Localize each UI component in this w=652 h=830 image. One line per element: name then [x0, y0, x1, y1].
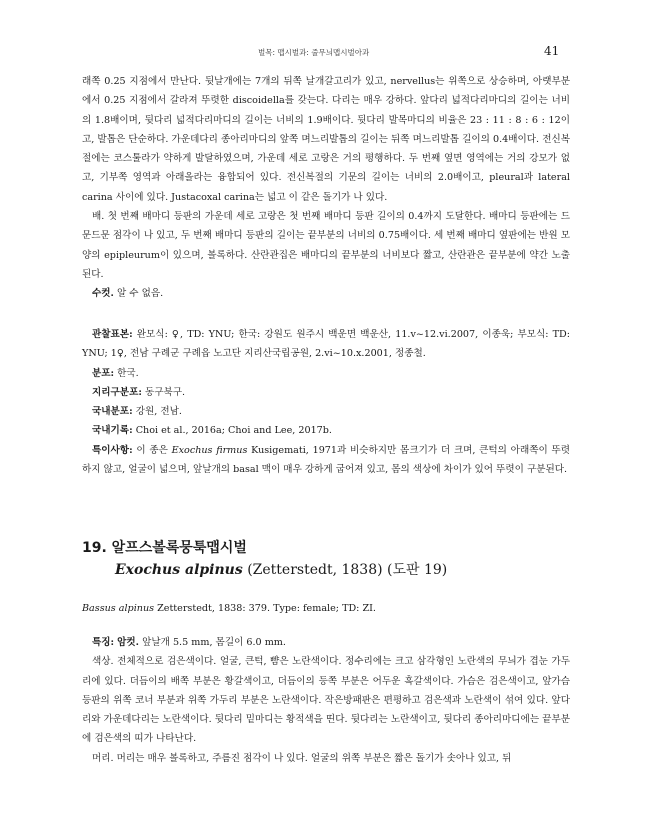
synonym-name: Bassus alpinus — [82, 603, 155, 614]
paragraph-thorax: 래쪽 0.25 지점에서 만난다. 뒷날개에는 7개의 뒤쪽 날개갈고리가 있고, nervellus는 위쪽으로 상승하며, 아랫부분에서 0.25 지점에서 갈라져 뚜렷한 discoidella를 갖는다. 다리는 매우 강하다. 앞다리 넓적다리마디의 길이는 너비의 1.8배이며, 뒷다리 넓적다리마디의 길이는 너비의 1.9배이다. 뒷다리 발목마디의 비율은 23 : 11 : 8 : 6 : 12이고, 발톱은 단순하다. 가운데다리 종아리마디의 앞쪽 며느리발톱의 길이는 뒤쪽 며느리발톱 길이의 0.4배이다. 전신복절에는 코스툴라가 약하게 발달하였으며, 가운데 세로 고랑은 거의 평행하다. 두 번째 옆면 영역에는 거의 강모가 없고, 기부쪽 영역과 아래올라는 융합되어 있다. 전신복절의 기문의 길이는 너비의 2.0배이고, pleural과 lateral carina 사이에 있다. Justacoxal carina는 넓고 이 같은 돌기가 나 있다. — [82, 76, 570, 203]
remarks-post: Kusigemati, 1971과 비슷하지만 몸크기가 더 크며, 큰턱의 아래쪽이 뚜렷하지 않고, 얼굴이 넓으며, 앞날개의 basal 맥이 매우 강하게 굽어져 있고, 몸의 색상에 차이가 있어 뚜렷이 구분된다. — [82, 444, 571, 476]
domestic-distribution-line — [82, 402, 570, 421]
record-text: Choi et al., 2016a; Choi and Lee, 2017b. — [135, 425, 332, 437]
species-korean-name: 19. 알프스볼록뭉툭맵시벌 — [82, 540, 247, 556]
remarks-pre: 이 종은 — [136, 444, 168, 456]
distribution-line — [82, 364, 570, 383]
synonym-line — [82, 599, 570, 618]
species-scientific-name: Exochus alpinus — [115, 562, 243, 578]
domestic-text: 강원, 전남. — [135, 406, 182, 418]
page-number: 41 — [544, 44, 560, 58]
species-description — [82, 633, 570, 768]
paragraph-abdomen: 배. 첫 번째 배마디 등판의 가운데 세로 고랑은 첫 번째 배마디 등판 길이의 0.4까지 도달한다. 배마디 등판에는 드문드문 점각이 나 있고, 두 번째 배마디 등판의 길이는 끝부분의 너비의 0.75배이다. 세 번째 배마디 옆판에는 반원 모양의 epipleurum이 있으며, 볼록하다. 산란관집은 배마디의 끝부분의 너비보다 짧고, 산란관은 끝부분에 약간 노출된다. — [82, 211, 570, 280]
features-label: 특징: — [92, 637, 115, 648]
distribution-text: 한국. — [117, 367, 139, 379]
head-paragraph: 머리. 머리는 매우 볼록하고, 주름진 점각이 나 있다. 얼굴의 위쪽 부분은 짧은 돌기가 솟아나 있고, 뒤 — [92, 752, 512, 764]
male-label: 수컷. — [92, 288, 114, 300]
features-line — [82, 633, 570, 652]
specimens-label: 관찰표본: — [92, 329, 133, 340]
remarks-paragraph — [82, 441, 570, 480]
zoogeography-label: 지리구분포: — [92, 386, 142, 398]
domestic-label: 국내분포: — [92, 406, 133, 418]
remarks-species-name: Exochus firmus — [171, 444, 248, 456]
zoogeography-line — [82, 383, 570, 402]
male-text: 알 수 없음. — [116, 288, 164, 300]
running-title: 벌목: 맵시벌과: 줄무늬맵시벌아과 — [258, 48, 370, 57]
zoogeography-text: 동구북구. — [144, 386, 186, 398]
paragraph-male — [82, 284, 570, 303]
description-continued — [82, 72, 570, 304]
species-plate-ref: (도판 19) — [387, 562, 448, 578]
record-label: 국내기록: — [92, 425, 133, 437]
distribution-label: 분포: — [92, 367, 115, 379]
species-heading — [82, 537, 570, 581]
female-label: 암컷. — [117, 637, 140, 648]
species-author: (Zetterstedt, 1838) — [247, 562, 383, 578]
specimen-section — [82, 325, 570, 479]
remarks-label: 특이사항: — [92, 444, 133, 456]
specimens-text: 완모식: ♀, TD: YNU; 한국: 강원도 원주시 백운면 백운산, 11.v~12.vi.2007, 이종욱; 부모식: TD: YNU; 1♀, 전남 구례군 구례읍 노고단 지리산국립공원, 2.vi~10.x.2001, 정종철. — [82, 329, 570, 360]
female-text: 앞날개 5.5 mm, 몸길이 6.0 mm. — [142, 637, 286, 648]
domestic-record-line — [82, 421, 570, 440]
synonym-text: Zetterstedt, 1838: 379. Type: female; TD: ZI. — [157, 603, 376, 614]
species-scientific-line — [82, 559, 570, 581]
specimens-paragraph — [82, 325, 570, 364]
color-paragraph: 색상. 전체적으로 검은색이다. 얼굴, 큰턱, 뺨은 노란색이다. 정수리에는 크고 삼각형인 노란색의 무늬가 겹눈 가두리에 있다. 더듬이의 배쪽 부분은 황갈색이고, 더듬이의 등쪽 부분은 어두운 흑갈색이다. 가슴은 검은색이고, 앞가슴 등판의 위쪽 코너 부분과 위쪽 가두리 부분은 노란색이다. 작은방패판은 편평하고 검은색과 노란색이 섞여 있다. 앞다리와 가운데다리는 노란색이다. 뒷다리 밑마디는 황적색을 띤다. 뒷다리는 노란색이고, 뒷다리 종아리마디에는 끝부분에 검은색의 띠가 나타난다. — [82, 656, 570, 745]
running-header — [0, 44, 652, 64]
